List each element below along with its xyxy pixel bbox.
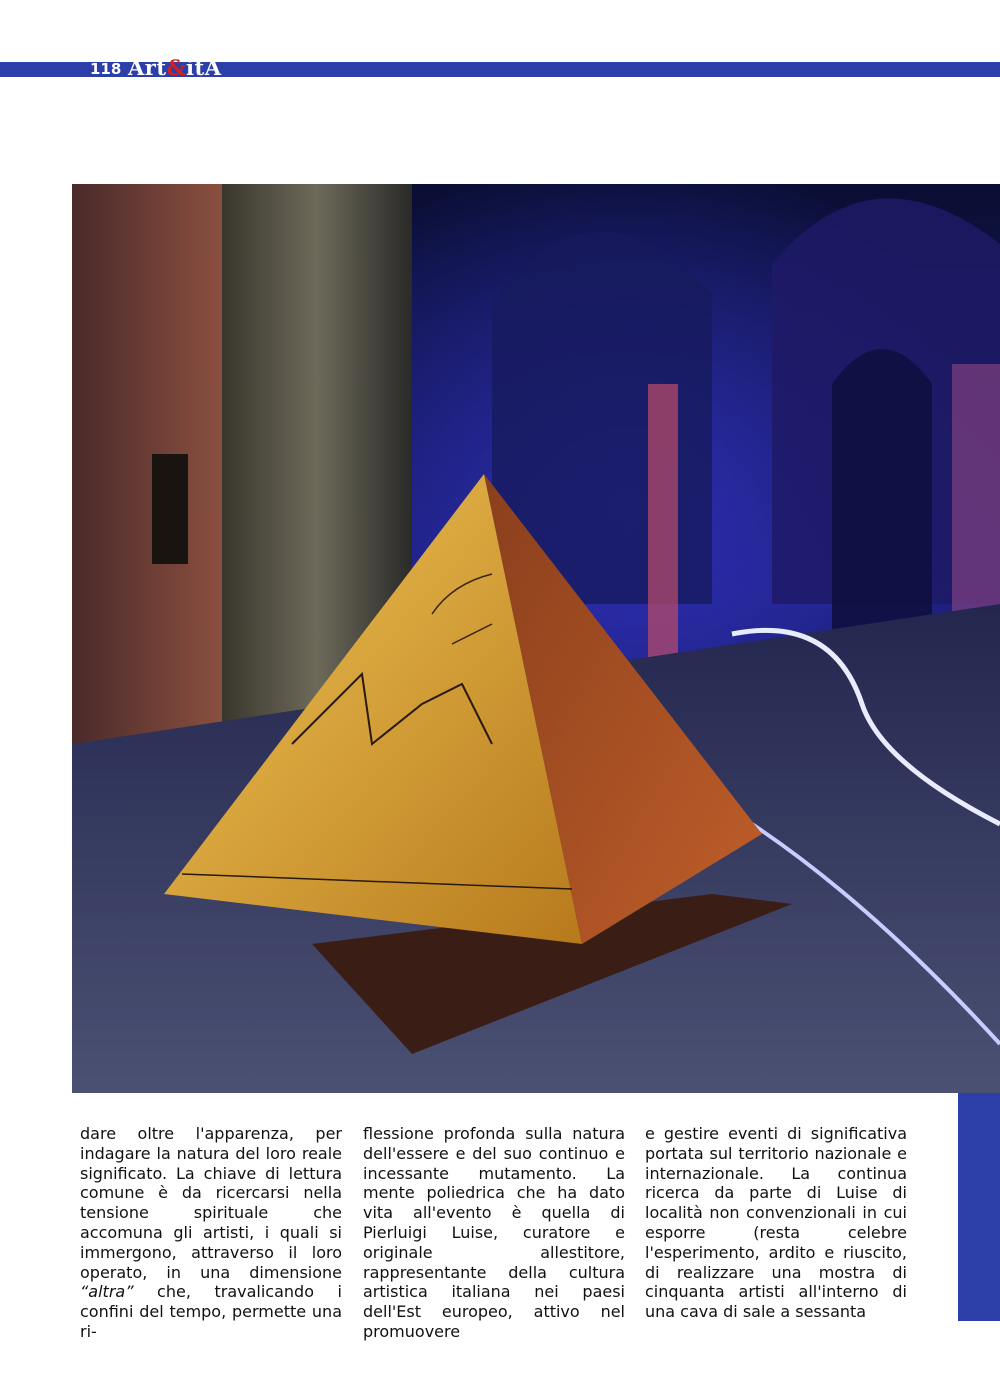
text-segment: “altra” [80, 1282, 134, 1302]
article-photo [72, 184, 1000, 1093]
text-column-2 [363, 1124, 625, 1342]
paragraph-3 [645, 1124, 907, 1322]
magazine-logo [128, 55, 222, 80]
text-segment: flessione profonda sulla natura dell'essere e del suo continuo e incessante mutamento. La mente poliedrica che ha dato vita all'evento è quella di Pierluigi Luise, curatore e originale allestitore, rappresentante della cultura artistica italiana nei paesi dell'Est europeo, attivo nel promuovere [363, 1124, 625, 1341]
side-tab [958, 1093, 1000, 1321]
paragraph-2 [363, 1124, 625, 1342]
text-segment: e gestire eventi di significativa portata sul territorio nazionale e internazionale. La continua ricerca da parte di Luise di località non convenzionali in cui esporre (resta celebre l'esperimento, ardito e riuscito, di realizzare una mostra di cinquanta artisti all'interno di una cava di sale a sessanta [645, 1124, 907, 1322]
paragraph-1 [80, 1124, 342, 1342]
text-segment: che, travalicando i confini del tempo, permette una ri- [80, 1282, 342, 1341]
logo-text-start: Art [128, 55, 167, 80]
text-column-3 [645, 1124, 907, 1322]
page-number: 118 [90, 60, 122, 78]
text-segment: dare oltre l'apparenza, per indagare la natura del loro reale significato. La chiave di lettura comune è da ricercarsi nella tensione spirituale che accomuna gli artisti, i quali si immergono, attraverso il loro operato, in una dimensione [80, 1124, 342, 1282]
text-column-1 [80, 1124, 342, 1342]
pyramid-sculpture-icon [72, 184, 1000, 1093]
logo-text-end: itA [186, 55, 222, 80]
logo-ampersand: & [166, 55, 187, 80]
